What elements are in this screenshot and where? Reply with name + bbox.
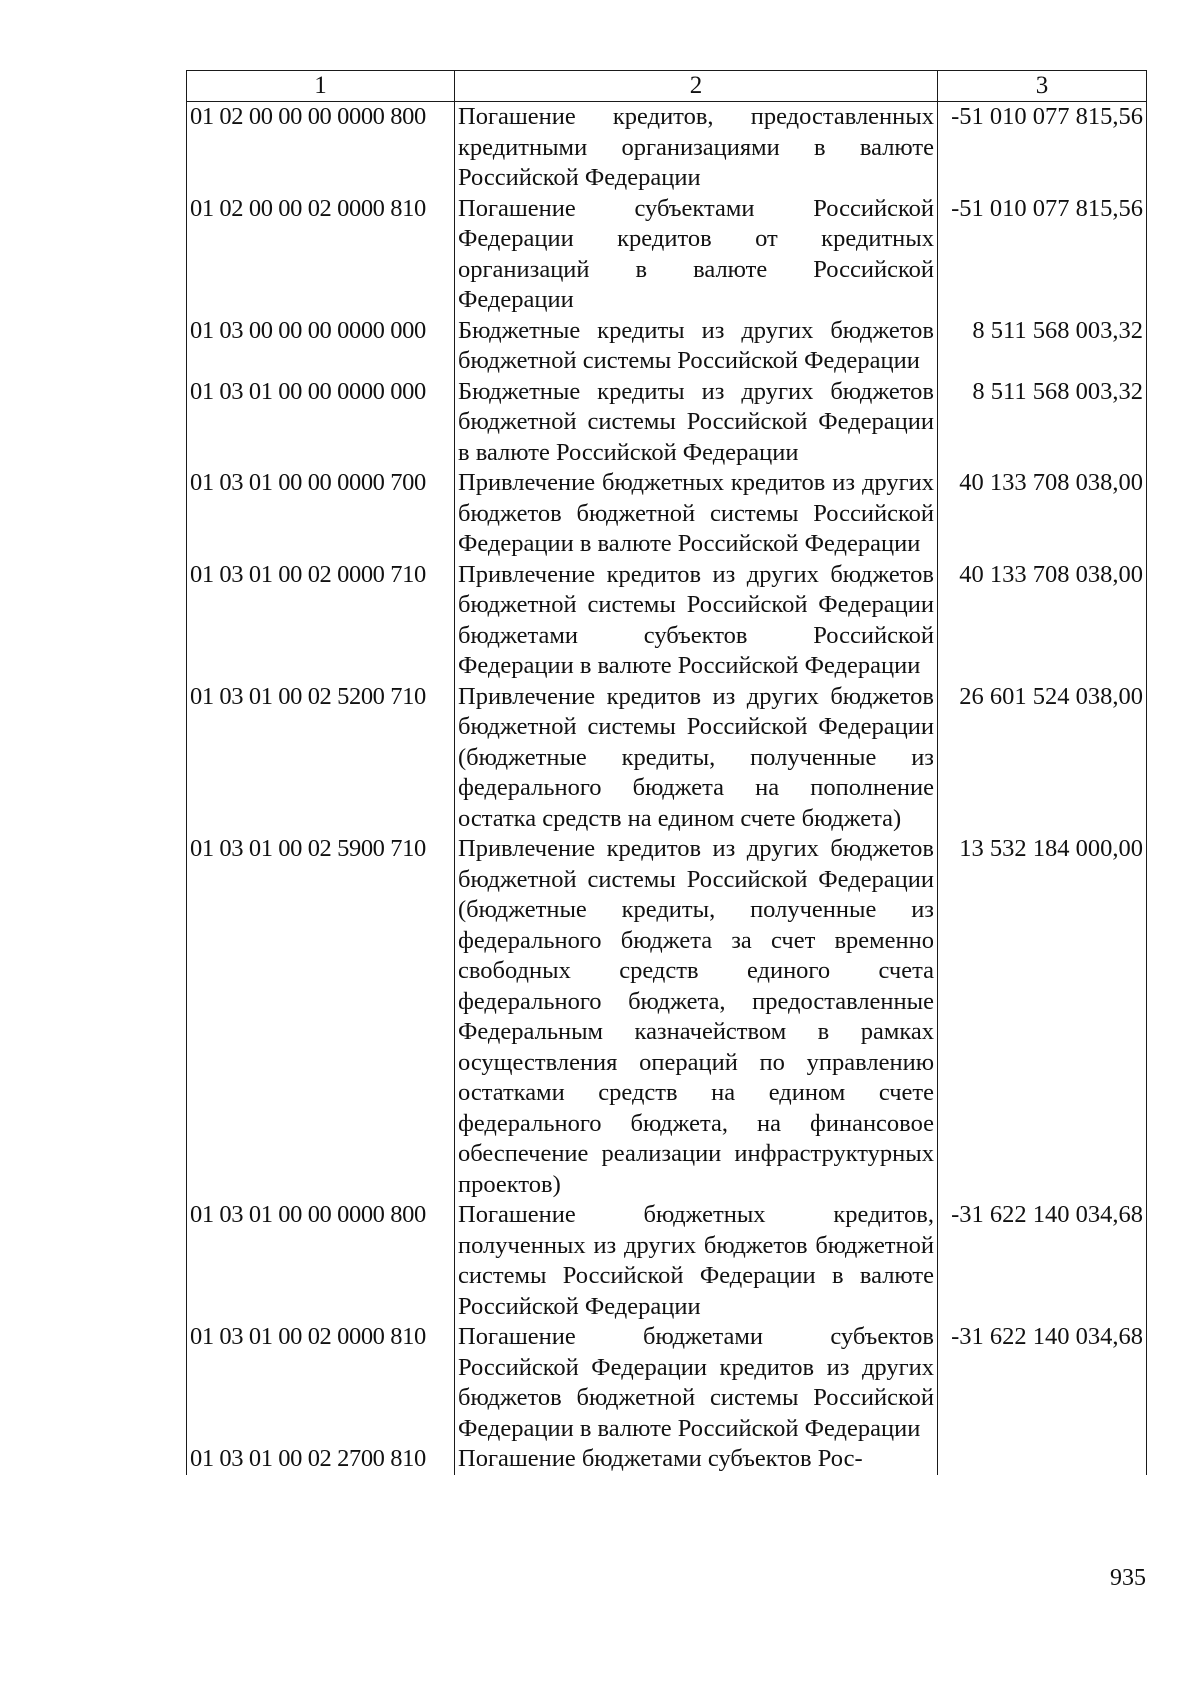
row-amount: 8 511 568 003,32 xyxy=(938,316,1147,377)
row-code: 01 03 01 00 00 0000 700 xyxy=(187,468,455,560)
row-description: Погашение субъектами Российской Федерации кредитов от кредитных организаций в валюте Российской Федерации xyxy=(455,194,938,316)
table-row xyxy=(187,102,1147,194)
row-amount: 40 133 708 038,00 xyxy=(938,468,1147,560)
row-amount: 13 532 184 000,00 xyxy=(938,834,1147,1200)
row-amount: 8 511 568 003,32 xyxy=(938,377,1147,469)
table-body xyxy=(187,102,1147,1475)
row-amount: -51 010 077 815,56 xyxy=(938,194,1147,316)
table-row xyxy=(187,377,1147,469)
row-amount: -51 010 077 815,56 xyxy=(938,102,1147,194)
row-code: 01 03 01 00 02 2700 810 xyxy=(187,1444,455,1475)
column-header-description: 2 xyxy=(455,71,938,102)
row-code: 01 03 00 00 00 0000 000 xyxy=(187,316,455,377)
table-row xyxy=(187,194,1147,316)
row-amount: -31 622 140 034,68 xyxy=(938,1322,1147,1444)
row-code: 01 03 01 00 02 0000 810 xyxy=(187,1322,455,1444)
row-description: Погашение бюджетами субъектов Российской Федерации кредитов из других бюджетов бюджетной системы Российской Федерации в валюте Российской Федерации xyxy=(455,1322,938,1444)
table-row xyxy=(187,1322,1147,1444)
table-row xyxy=(187,834,1147,1200)
table-header-row xyxy=(187,71,1147,102)
row-code: 01 03 01 00 00 0000 000 xyxy=(187,377,455,469)
table-row xyxy=(187,560,1147,682)
row-amount: 26 601 524 038,00 xyxy=(938,682,1147,835)
row-code: 01 03 01 00 00 0000 800 xyxy=(187,1200,455,1322)
row-code: 01 03 01 00 02 5200 710 xyxy=(187,682,455,835)
row-description: Погашение бюджетных кредитов, полученных из других бюджетов бюджетной системы Российской Федерации в валюте Российской Федерации xyxy=(455,1200,938,1322)
row-description: Привлечение кредитов из других бюджетов бюджетной системы Российской Федерации (бюджетные кредиты, полученные из федерального бюджета на пополнение остатка средств на едином счете бюджета) xyxy=(455,682,938,835)
row-description: Привлечение кредитов из других бюджетов бюджетной системы Российской Федерации (бюджетные кредиты, полученные из федерального бюджета за счет временно свободных средств единого счета федерального бюджета, предоставленные Федеральным казначейством в рамках осуществления операций по управлению остатками средств на едином счете федерального бюджета, на финансовое обеспечение реализации инфраструктурных проектов) xyxy=(455,834,938,1200)
column-header-code: 1 xyxy=(187,71,455,102)
row-code: 01 03 01 00 02 0000 710 xyxy=(187,560,455,682)
table-row xyxy=(187,1444,1147,1475)
row-description: Бюджетные кредиты из других бюджетов бюджетной системы Российской Федерации в валюте Российской Федерации xyxy=(455,377,938,469)
table-row xyxy=(187,682,1147,835)
row-code: 01 02 00 00 02 0000 810 xyxy=(187,194,455,316)
row-code: 01 03 01 00 02 5900 710 xyxy=(187,834,455,1200)
row-amount: 40 133 708 038,00 xyxy=(938,560,1147,682)
row-description: Погашение бюджетами субъектов Рос- xyxy=(455,1444,938,1475)
row-amount: -31 622 140 034,68 xyxy=(938,1200,1147,1322)
row-description: Погашение кредитов, предоставленных кредитными организациями в валюте Российской Федерации xyxy=(455,102,938,194)
row-description: Привлечение кредитов из других бюджетов бюджетной системы Российской Федерации бюджетами субъектов Российской Федерации в валюте Российской Федерации xyxy=(455,560,938,682)
table-row xyxy=(187,468,1147,560)
table-row xyxy=(187,1200,1147,1322)
row-amount xyxy=(938,1444,1147,1475)
row-description: Привлечение бюджетных кредитов из других бюджетов бюджетной системы Российской Федерации в валюте Российской Федерации xyxy=(455,468,938,560)
column-header-amount: 3 xyxy=(938,71,1147,102)
table-row xyxy=(187,316,1147,377)
row-description: Бюджетные кредиты из других бюджетов бюджетной системы Российской Федерации xyxy=(455,316,938,377)
row-code: 01 02 00 00 00 0000 800 xyxy=(187,102,455,194)
page-number: 935 xyxy=(1110,1565,1146,1591)
budget-sources-table xyxy=(186,70,1147,1475)
